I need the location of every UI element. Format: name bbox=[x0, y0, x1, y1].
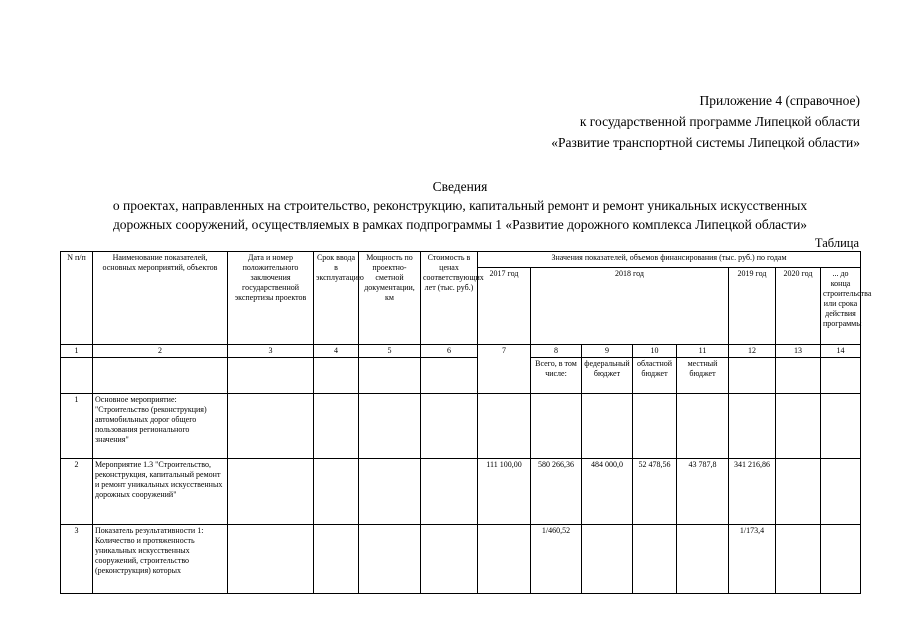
row-power bbox=[359, 394, 421, 459]
row-2019: 1/173,4 bbox=[729, 525, 776, 594]
projects-table bbox=[60, 251, 872, 594]
empty-cell bbox=[61, 358, 93, 394]
row-2020 bbox=[776, 459, 821, 525]
header-2018: 2018 год bbox=[531, 268, 729, 345]
row-date bbox=[228, 394, 314, 459]
empty-cell bbox=[478, 358, 531, 394]
row-num: 1 bbox=[61, 394, 93, 459]
header-values: Значения показателей, объемов финансирования (тыс. руб.) по годам bbox=[478, 252, 861, 268]
row-regional bbox=[633, 525, 677, 594]
empty-cell bbox=[776, 358, 821, 394]
row-term bbox=[314, 394, 359, 459]
col-number: 7 bbox=[478, 345, 531, 358]
table-row bbox=[61, 459, 861, 525]
row-num: 2 bbox=[61, 459, 93, 525]
row-date bbox=[228, 459, 314, 525]
row-power bbox=[359, 459, 421, 525]
col-number: 1 bbox=[61, 345, 93, 358]
row-federal bbox=[582, 525, 633, 594]
row-2019: 341 216,86 bbox=[729, 459, 776, 525]
row-name: Показатель результативности 1: Количество и протяженность уникальных искусственных сооружений, строительство (реконструкция) которых bbox=[93, 525, 228, 594]
row-federal bbox=[582, 394, 633, 459]
header-num: N п/п bbox=[61, 252, 93, 345]
col-number: 14 bbox=[821, 345, 861, 358]
subheader-federal: федеральный бюджет bbox=[582, 358, 633, 394]
row-power bbox=[359, 525, 421, 594]
row-name: Основное мероприятие: "Строительство (реконструкция) автомобильных дорог общего пользования регионального значения" bbox=[93, 394, 228, 459]
header-power: Мощность по проектно-сметной документации, км bbox=[359, 252, 421, 345]
header-2020: 2020 год bbox=[776, 268, 821, 345]
empty-cell bbox=[228, 358, 314, 394]
subheader-local: местный бюджет bbox=[677, 358, 729, 394]
row-2017 bbox=[478, 525, 531, 594]
row-regional bbox=[633, 394, 677, 459]
row-end bbox=[821, 394, 861, 459]
empty-cell bbox=[729, 358, 776, 394]
col-number: 6 bbox=[421, 345, 478, 358]
header-row bbox=[61, 252, 861, 268]
row-2020 bbox=[776, 394, 821, 459]
document-heading bbox=[40, 177, 880, 234]
row-2020 bbox=[776, 525, 821, 594]
row-term bbox=[314, 525, 359, 594]
column-numbers-row bbox=[61, 345, 861, 358]
col-number: 3 bbox=[228, 345, 314, 358]
row-2017: 111 100,00 bbox=[478, 459, 531, 525]
row-total: 1/460,52 bbox=[531, 525, 582, 594]
col-number: 4 bbox=[314, 345, 359, 358]
col-number: 11 bbox=[677, 345, 729, 358]
row-local bbox=[677, 525, 729, 594]
row-end bbox=[821, 525, 861, 594]
row-cost bbox=[421, 525, 478, 594]
appendix-line-2: к государственной программе Липецкой области bbox=[579, 114, 860, 129]
row-end bbox=[821, 459, 861, 525]
empty-cell bbox=[93, 358, 228, 394]
appendix-line-3: «Развитие транспортной системы Липецкой области» bbox=[551, 135, 860, 150]
row-name: Мероприятие 1.3 "Строительство, реконструкция, капитальный ремонт и ремонт уникальных искусственных дорожных сооружений" bbox=[93, 459, 228, 525]
row-total: 580 266,36 bbox=[531, 459, 582, 525]
header-date: Дата и номер положительного заключения государственной экспертизы проектов bbox=[228, 252, 314, 345]
header-cost: Стоимость в ценах соответствующих лет (тыс. руб.) bbox=[421, 252, 478, 345]
header-until-end: ... до конца строительства или срока действия программы bbox=[821, 268, 861, 345]
row-local: 43 787,8 bbox=[677, 459, 729, 525]
table-label: Таблица bbox=[814, 236, 859, 250]
empty-cell bbox=[314, 358, 359, 394]
row-term bbox=[314, 459, 359, 525]
subheader-regional: областной бюджет bbox=[633, 358, 677, 394]
col-number: 9 bbox=[582, 345, 633, 358]
table-row bbox=[61, 525, 861, 594]
col-number: 13 bbox=[776, 345, 821, 358]
header-2017: 2017 год bbox=[478, 268, 531, 345]
header-term: Срок ввода в эксплуатацию bbox=[314, 252, 359, 345]
row-2019 bbox=[729, 394, 776, 459]
row-regional: 52 478,56 bbox=[633, 459, 677, 525]
table-row bbox=[61, 394, 861, 459]
row-num: 3 bbox=[61, 525, 93, 594]
heading-title: Сведения bbox=[432, 179, 488, 194]
header-2019: 2019 год bbox=[729, 268, 776, 345]
row-date bbox=[228, 525, 314, 594]
funding-subheader-row bbox=[61, 358, 861, 394]
empty-cell bbox=[421, 358, 478, 394]
row-cost bbox=[421, 394, 478, 459]
row-federal: 484 000,0 bbox=[582, 459, 633, 525]
subheader-total: Всего, в том числе: bbox=[531, 358, 582, 394]
appendix-line-1: Приложение 4 (справочное) bbox=[699, 93, 860, 108]
row-total bbox=[531, 394, 582, 459]
appendix-note bbox=[551, 90, 860, 153]
col-number: 10 bbox=[633, 345, 677, 358]
col-number: 2 bbox=[93, 345, 228, 358]
col-number: 12 bbox=[729, 345, 776, 358]
col-number: 5 bbox=[359, 345, 421, 358]
heading-line-2: дорожных сооружений, осуществляемых в рамках подпрограммы 1 «Развитие дорожного комплекса Липецкой области» bbox=[112, 217, 808, 232]
row-local bbox=[677, 394, 729, 459]
empty-cell bbox=[359, 358, 421, 394]
row-2017 bbox=[478, 394, 531, 459]
header-name: Наименование показателей, основных мероприятий, объектов bbox=[93, 252, 228, 345]
empty-cell bbox=[821, 358, 861, 394]
col-number: 8 bbox=[531, 345, 582, 358]
row-cost bbox=[421, 459, 478, 525]
heading-line-1: о проектах, направленных на строительство, реконструкцию, капитальный ремонт и ремонт уникальных искусственных bbox=[112, 198, 808, 213]
